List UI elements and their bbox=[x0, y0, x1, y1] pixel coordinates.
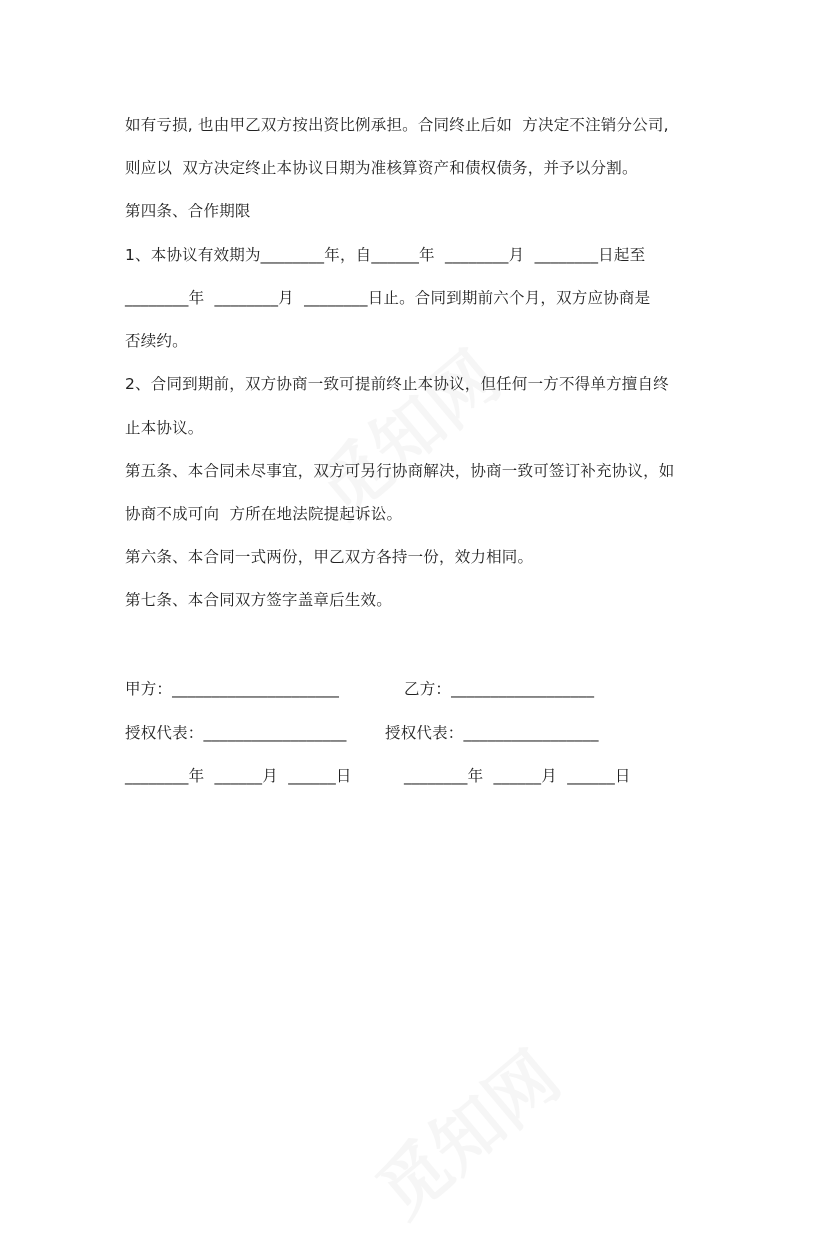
paragraph-line: 第五条、本合同未尽事宜，双方可另行协商解决，协商一致可签订补充协议，如 bbox=[125, 462, 675, 480]
party-a-signature: 甲方：_____________________ bbox=[125, 680, 340, 698]
section-heading: 第四条、合作期限 bbox=[125, 202, 251, 220]
paragraph-line: 2、合同到期前，双方协商一致可提前终止本协议，但任何一方不得单方擅自终 bbox=[125, 375, 669, 393]
paragraph-line: 否续约。 bbox=[125, 332, 188, 350]
party-b-date: ________年 ______月 ______日 bbox=[404, 767, 631, 785]
party-b-signature: 乙方：__________________ bbox=[404, 680, 595, 698]
party-a-date: ________年 ______月 ______日 bbox=[125, 767, 352, 785]
party-b-representative: 授权代表：_________________ bbox=[385, 724, 599, 742]
paragraph-line: 第六条、本合同一式两份，甲乙双方各持一份，效力相同。 bbox=[125, 548, 534, 566]
paragraph-line: ________年 ________月 ________日止。合同到期前六个月，双方应协商是 bbox=[125, 289, 651, 307]
party-a-representative: 授权代表：__________________ bbox=[125, 724, 347, 742]
paragraph-line: 协商不成可向 方所在地法院提起诉讼。 bbox=[125, 505, 403, 523]
paragraph-line: 则应以 双方决定终止本协议日期为准核算资产和债权债务，并予以分割。 bbox=[125, 159, 638, 177]
paragraph-line: 第七条、本合同双方签字盖章后生效。 bbox=[125, 591, 392, 609]
paragraph-line: 止本协议。 bbox=[125, 419, 204, 437]
watermark bbox=[352, 1024, 578, 1236]
paragraph-line: 如有亏损, 也由甲乙双方按出资比例承担。合同终止后如 方决定不注销分公司, bbox=[125, 116, 669, 134]
paragraph-line: 1、本协议有效期为________年，自______年 ________月 ________日起至 bbox=[125, 246, 646, 264]
